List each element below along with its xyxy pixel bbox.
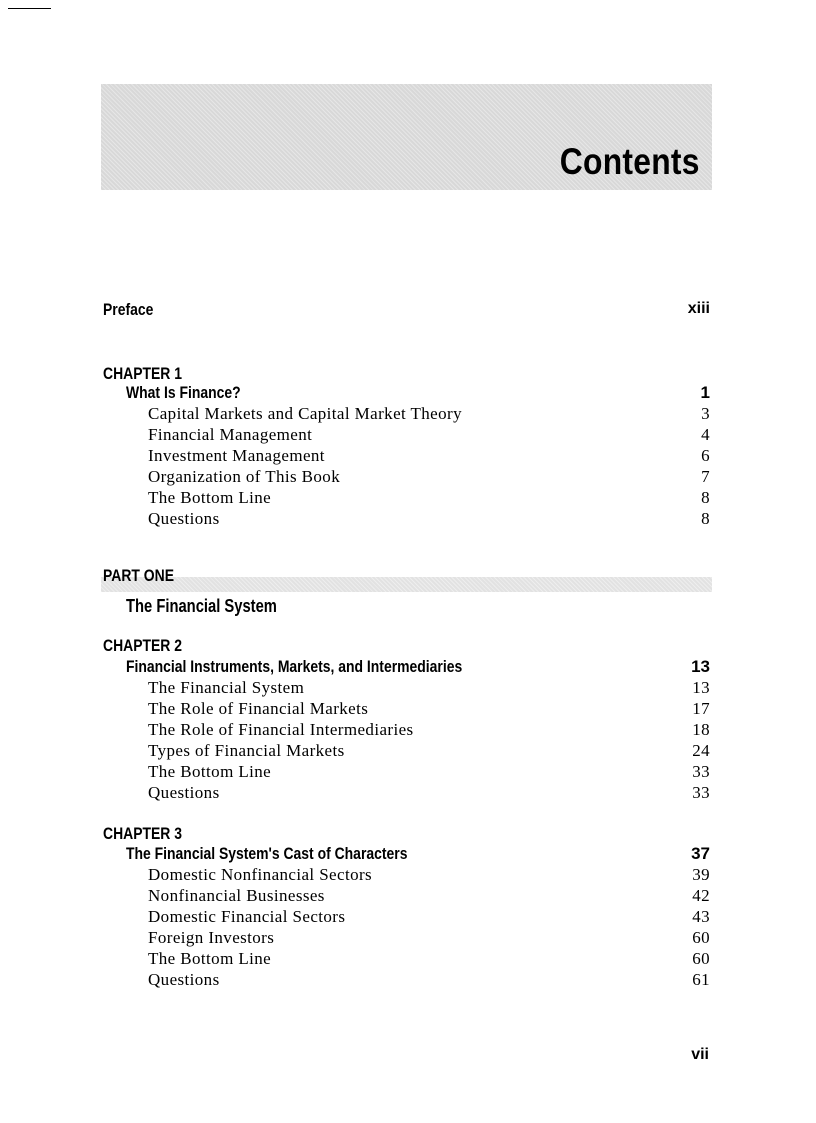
toc-entry <box>0 446 816 467</box>
toc-entry-page: 39 <box>692 865 710 884</box>
chapter-3-title: The Financial System's Cast of Characters <box>126 844 408 863</box>
chapter-3-page: 37 <box>691 844 710 863</box>
toc-entry-page: 61 <box>692 970 710 989</box>
toc-entry-title: Questions <box>148 509 220 528</box>
toc-entry-title: The Financial System <box>148 678 305 697</box>
toc-entry-title: The Role of Financial Intermediaries <box>148 720 414 739</box>
toc-entry <box>0 488 816 509</box>
toc-entry-title: The Role of Financial Markets <box>148 699 369 718</box>
chapter-1-title-row <box>0 383 816 404</box>
toc-entry-title: Types of Financial Markets <box>148 741 345 760</box>
toc-entry <box>0 509 816 530</box>
top-rule <box>8 8 51 9</box>
chapter-3-label: CHAPTER 3 <box>103 824 183 843</box>
toc-entry-title: Financial Management <box>148 425 313 444</box>
toc-entry <box>0 404 816 425</box>
chapter-2-title: Financial Instruments, Markets, and Intermediaries <box>126 657 463 676</box>
part-band <box>101 577 712 592</box>
toc-entry <box>0 425 816 446</box>
chapter-1-title: What Is Finance? <box>126 383 241 402</box>
toc-entry-page: 4 <box>701 425 710 444</box>
toc-entry-page: 33 <box>692 783 710 802</box>
toc-entry-title: Questions <box>148 783 220 802</box>
toc-entry <box>0 720 816 741</box>
toc-entry <box>0 949 816 970</box>
preface-page: xiii <box>687 300 710 317</box>
toc-entry-title: The Bottom Line <box>148 762 272 781</box>
toc-entry <box>0 928 816 949</box>
toc-entry-page: 60 <box>692 928 710 947</box>
toc-entry <box>0 865 816 886</box>
page-number: vii <box>691 1046 709 1063</box>
toc-entry <box>0 783 816 804</box>
toc-entry <box>0 907 816 928</box>
toc-entry <box>0 886 816 907</box>
toc-entry <box>0 741 816 762</box>
toc-entry-title: The Bottom Line <box>148 488 272 507</box>
toc-entry-title: Capital Markets and Capital Market Theory <box>148 404 462 423</box>
part-one-label: PART ONE <box>103 566 174 585</box>
toc-entry-title: Domestic Financial Sectors <box>148 907 346 926</box>
toc-entry-page: 8 <box>701 509 710 528</box>
toc-entry <box>0 699 816 720</box>
toc-entry-page: 17 <box>692 699 710 718</box>
toc-entry-page: 43 <box>692 907 710 926</box>
chapter-2-title-row <box>0 657 816 678</box>
toc-entry <box>0 678 816 699</box>
chapter-2-label: CHAPTER 2 <box>103 636 183 655</box>
toc-entry-page: 13 <box>692 678 710 697</box>
chapter-2-page: 13 <box>691 657 710 676</box>
toc-entry-title: Investment Management <box>148 446 325 465</box>
toc-entry-page: 3 <box>701 404 710 423</box>
page-title: Contents <box>560 141 700 182</box>
toc-entry-page: 60 <box>692 949 710 968</box>
toc-entry-page: 8 <box>701 488 710 507</box>
chapter-1-page: 1 <box>700 383 710 402</box>
toc-entry-page: 42 <box>692 886 710 905</box>
toc-entry-title: Domestic Nonfinancial Sectors <box>148 865 373 884</box>
part-one-title: The Financial System <box>126 596 277 616</box>
toc-entry-page: 24 <box>692 741 710 760</box>
chapter-1-label: CHAPTER 1 <box>103 364 183 383</box>
toc-entry <box>0 970 816 991</box>
toc-entry-title: Nonfinancial Businesses <box>148 886 325 905</box>
toc-entry-page: 18 <box>692 720 710 739</box>
toc-entry-title: Foreign Investors <box>148 928 275 947</box>
preface-label: Preface <box>103 300 154 319</box>
toc-entry <box>0 467 816 488</box>
toc-entry <box>0 762 816 783</box>
toc-entry-page: 6 <box>701 446 710 465</box>
chapter-3-title-row <box>0 844 816 865</box>
toc-entry-page: 7 <box>701 467 710 486</box>
toc-entry-title: The Bottom Line <box>148 949 272 968</box>
toc-entry-title: Questions <box>148 970 220 989</box>
toc-entry-page: 33 <box>692 762 710 781</box>
toc-entry-title: Organization of This Book <box>148 467 341 486</box>
